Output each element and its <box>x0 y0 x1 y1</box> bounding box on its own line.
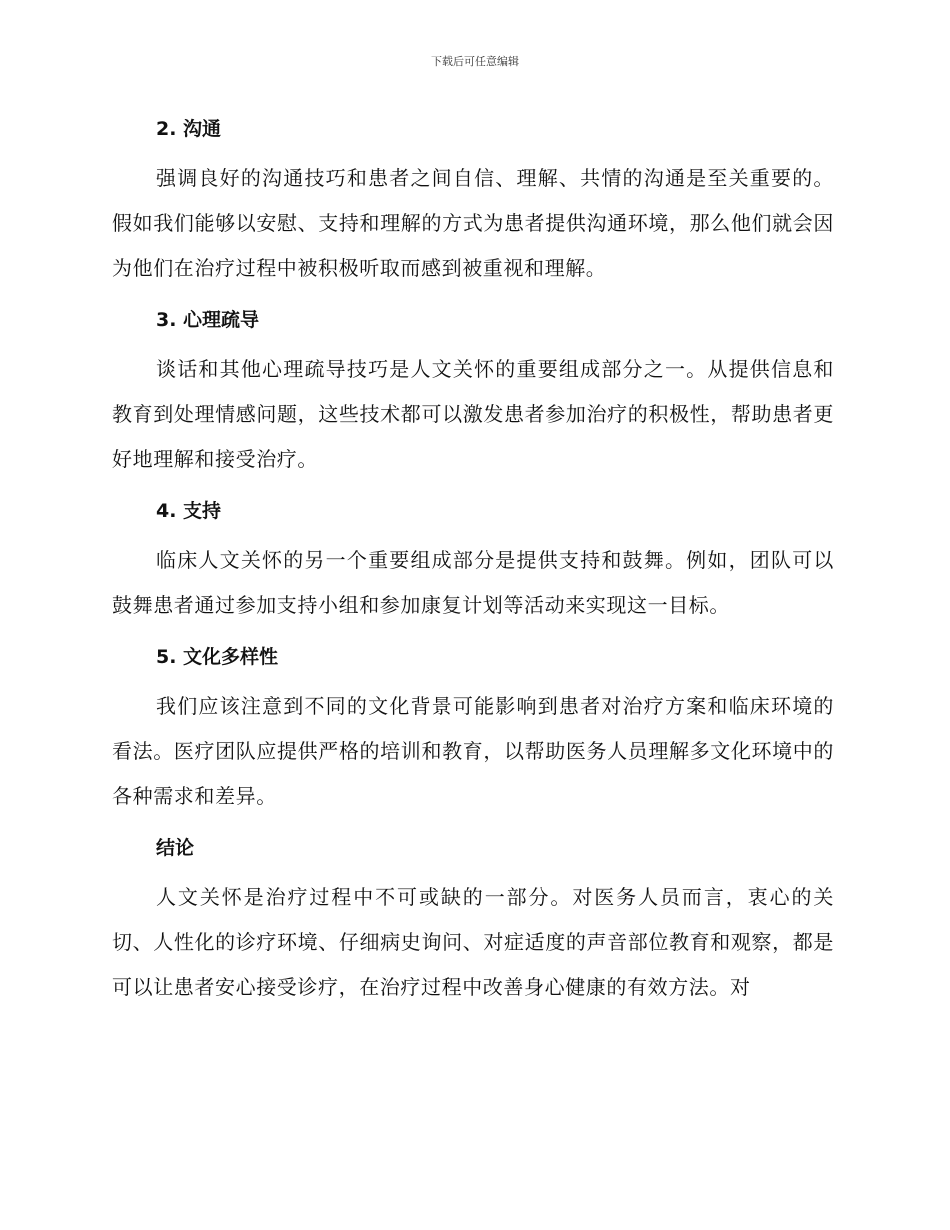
section-paragraph: 强调良好的沟通技巧和患者之间自信、理解、共情的沟通是至关重要的。假如我们能够以安慰、支持和理解的方式为患者提供沟通环境，那么他们就会因为他们在治疗过程中被积极听取而感到被重视和理解。 <box>112 166 834 280</box>
section-support <box>112 494 834 640</box>
section-paragraph: 我们应该注意到不同的文化背景可能影响到患者对治疗方案和临床环境的看法。医疗团队应提供严格的培训和教育，以帮助医务人员理解多文化环境中的各种需求和差异。 <box>112 694 834 808</box>
section-cultural-diversity <box>112 640 834 831</box>
section-heading: 4. 支持 <box>156 500 222 522</box>
section-paragraph: 人文关怀是治疗过程中不可或缺的一部分。对医务人员而言，衷心的关切、人性化的诊疗环境、仔细病史询问、对症适度的声音部位教育和观察，都是可以让患者安心接受诊疗，在治疗过程中改善身心健康的有效方法。对 <box>112 885 834 999</box>
section-heading: 结论 <box>156 837 195 859</box>
section-paragraph: 临床人文关怀的另一个重要组成部分是提供支持和鼓舞。例如，团队可以鼓舞患者通过参加支持小组和参加康复计划等活动来实现这一目标。 <box>112 548 834 617</box>
section-heading: 2. 沟通 <box>156 118 222 140</box>
section-heading: 3. 心理疏导 <box>156 309 260 331</box>
section-paragraph: 谈话和其他心理疏导技巧是人文关怀的重要组成部分之一。从提供信息和教育到处理情感问题，这些技术都可以激发患者参加治疗的积极性，帮助患者更好地理解和接受治疗。 <box>112 357 834 471</box>
header-note: 下载后可任意编辑 <box>431 55 519 68</box>
section-heading: 5. 文化多样性 <box>156 646 279 668</box>
section-conclusion <box>112 831 834 1010</box>
section-psychological-counseling <box>112 303 834 494</box>
section-communication <box>112 112 834 303</box>
document-body <box>112 112 834 1010</box>
